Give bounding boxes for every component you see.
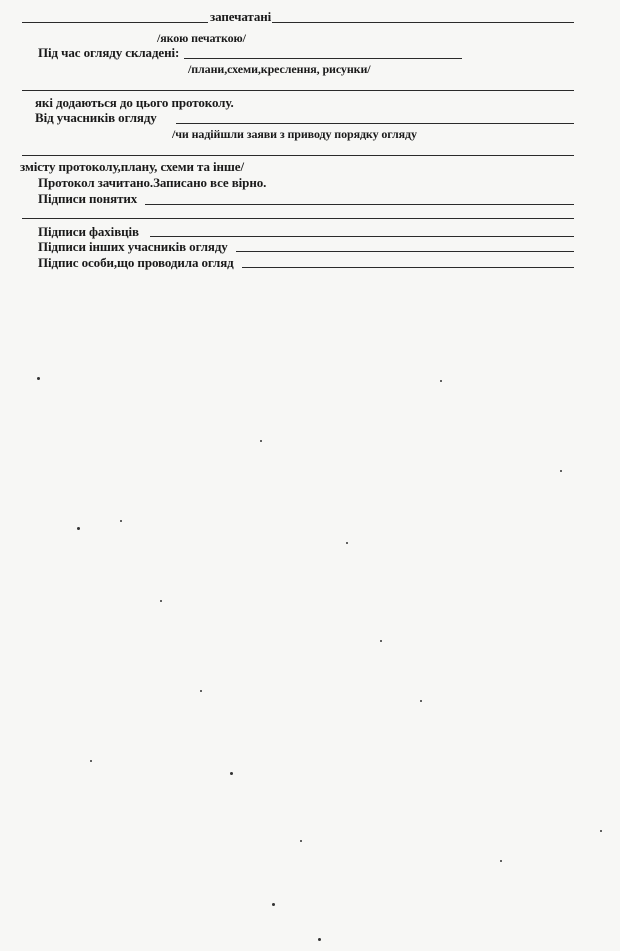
blank-line[interactable]: [272, 22, 574, 23]
scan-speck: [560, 470, 562, 472]
specialists-signature-label: Підписи фахівців: [38, 224, 139, 239]
drawn-up-label: Під час огляду складені:: [38, 45, 180, 60]
scan-speck: [600, 830, 602, 832]
scan-speck: [300, 840, 302, 842]
seal-hint: /якою печаткою/: [157, 31, 246, 45]
scan-speck: [420, 700, 422, 702]
scan-speck: [120, 520, 122, 522]
scan-speck: [380, 640, 382, 642]
blank-line[interactable]: [176, 123, 574, 124]
scan-speck: [90, 760, 92, 762]
scan-speck: [77, 527, 80, 530]
specialists-signature-line[interactable]: [150, 236, 574, 237]
scan-speck: [260, 440, 262, 442]
conductor-signature-line[interactable]: [242, 267, 574, 268]
sealed-label: запечатані: [210, 9, 272, 24]
blank-line[interactable]: [22, 155, 574, 156]
content-hint: змісту протоколу,плану, схеми та інше/: [20, 159, 244, 174]
materials-hint: /плани,схеми,креслення, рисунки/: [188, 62, 371, 76]
scan-speck: [37, 377, 40, 380]
witnesses-signature-line[interactable]: [145, 204, 574, 205]
scan-speck: [272, 903, 275, 906]
blank-line[interactable]: [22, 218, 574, 219]
other-participants-signature-line[interactable]: [236, 251, 574, 252]
scan-speck: [346, 542, 348, 544]
read-label: Протокол зачитано.Записано все вірно.: [38, 175, 267, 190]
other-participants-signature-label: Підписи інших учасників огляду: [38, 239, 228, 254]
scan-speck: [230, 772, 233, 775]
blank-line[interactable]: [22, 90, 574, 91]
scan-speck: [440, 380, 442, 382]
attached-label: які додаються до цього протоколу.: [35, 95, 234, 110]
scan-speck: [160, 600, 162, 602]
blank-line[interactable]: [184, 58, 462, 59]
statements-hint: /чи надійшли заяви з приводу порядку огляду: [172, 127, 417, 141]
blank-line[interactable]: [22, 22, 208, 23]
scan-speck: [500, 860, 502, 862]
scan-speck: [200, 690, 202, 692]
scan-speck: [318, 938, 321, 941]
witnesses-signature-label: Підписи понятих: [38, 191, 138, 206]
conductor-signature-label: Підпис особи,що проводила огляд: [38, 255, 234, 270]
from-participants-label: Від учасників огляду: [35, 110, 157, 125]
